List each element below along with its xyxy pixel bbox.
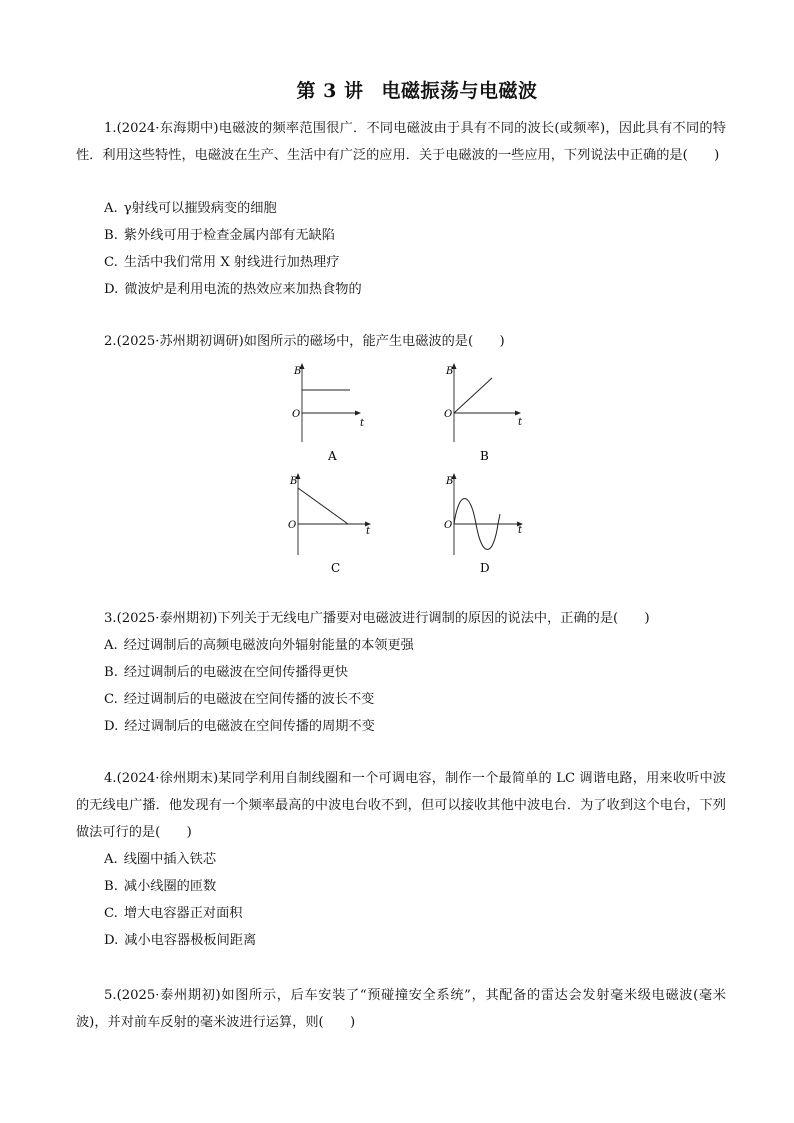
question-number: 4.	[104, 771, 117, 786]
question-5-stem	[76, 982, 726, 1036]
question-number: 3.	[104, 611, 117, 626]
question-number: 5.	[104, 988, 117, 1003]
option-text: 减小线圈的匝数	[123, 879, 217, 894]
lecture-number: 第 3 讲	[296, 80, 364, 102]
question-text: (2025·泰州期初)如图所示，后车安装了“预碰撞安全系统”，其配备的雷达会发射毫米级电磁波(毫米波)，并对前车反射的毫米波进行运算，则( )	[76, 988, 726, 1030]
x-axis-label: t	[366, 526, 371, 537]
y-axis-label: B	[446, 476, 454, 487]
x-axis-label: t	[518, 417, 523, 428]
option-text: 经过调制后的电磁波在空间传播得更快	[123, 665, 349, 680]
question-4-option-a	[104, 851, 216, 869]
x-axis-label: t	[360, 418, 365, 429]
option-label: A.	[104, 852, 118, 867]
question-2-stem	[76, 328, 726, 355]
option-label: D.	[104, 719, 119, 734]
question-4-option-b	[104, 878, 216, 896]
question-text: (2025·泰州期初)下列关于无线电广播要对电磁波进行调制的原因的说法中，正确的是( )	[116, 611, 650, 626]
graph-a	[280, 362, 390, 467]
graph-label: A	[328, 449, 337, 463]
option-label: B.	[104, 879, 118, 894]
origin-label: O	[444, 520, 453, 531]
lecture-topic: 电磁振荡与电磁波	[381, 80, 538, 102]
graph-d	[432, 470, 542, 578]
option-text: 减小电容器极板间距离	[124, 933, 257, 948]
question-4-stem	[76, 765, 726, 846]
question-1-stem	[76, 115, 726, 169]
origin-label: O	[444, 409, 453, 420]
x-axis-label: t	[518, 525, 523, 536]
question-3-option-d	[104, 718, 375, 736]
page-title	[0, 76, 794, 103]
graph-label: D	[480, 561, 490, 575]
option-label: D.	[104, 933, 119, 948]
option-text: 经过调制后的电磁波在空间传播的波长不变	[123, 692, 375, 707]
origin-label: O	[292, 409, 301, 420]
option-label: C.	[104, 692, 118, 707]
question-1-option-c	[104, 254, 339, 272]
graph-label: C	[331, 561, 341, 575]
question-text: (2024·徐州期末)某同学利用自制线圈和一个可调电容，制作一个最简单的 LC 调谐电路，用来收听中波的无线电广播．他发现有一个频率最高的中波电台收不到，但可以接收其他中波电台．为了收到这个电台，下列做法可行的是( )	[76, 771, 726, 840]
question-4-option-c	[104, 905, 243, 923]
question-text: (2025·苏州期初调研)如图所示的磁场中，能产生电磁波的是( )	[116, 334, 505, 349]
y-axis-label: B	[294, 366, 302, 377]
y-axis-label: B	[446, 366, 454, 377]
option-text: 微波炉是利用电流的热效应来加热食物的	[124, 282, 362, 297]
option-text: 增大电容器正对面积	[123, 906, 243, 921]
question-3-option-a	[104, 637, 414, 655]
option-label: A.	[104, 201, 118, 216]
question-1-option-d	[104, 281, 362, 299]
question-4-option-d	[104, 932, 256, 950]
option-text: 线圈中插入铁芯	[123, 852, 217, 867]
question-text: (2024·东海期中)电磁波的频率范围很广．不同电磁波由于具有不同的波长(或频率)，因此具有不同的特性．利用这些特性，电磁波在生产、生活中有广泛的应用．关于电磁波的一些应用，下列说法中正确的是( )	[76, 121, 726, 163]
option-label: C.	[104, 906, 118, 921]
option-text: 经过调制后的电磁波在空间传播的周期不变	[124, 719, 375, 734]
option-label: A.	[104, 638, 118, 653]
graph-b	[432, 362, 542, 467]
option-label: D.	[104, 282, 119, 297]
graph-c	[276, 470, 386, 578]
option-label: C.	[104, 255, 118, 270]
question-1-option-a	[104, 200, 277, 218]
question-number: 2.	[104, 334, 117, 349]
origin-label: O	[288, 520, 297, 531]
question-1-option-b	[104, 227, 335, 245]
question-3-option-c	[104, 691, 374, 709]
option-text: γ射线可以摧毁病变的细胞	[123, 201, 277, 216]
option-text: 生活中我们常用 X 射线进行加热理疗	[123, 255, 340, 270]
option-label: B.	[104, 665, 118, 680]
question-3-stem	[76, 605, 726, 632]
graph-label: B	[480, 449, 489, 463]
option-text: 紫外线可用于检查金属内部有无缺陷	[123, 228, 335, 243]
option-text: 经过调制后的高频电磁波向外辐射能量的本领更强	[123, 638, 414, 653]
option-label: B.	[104, 228, 118, 243]
y-axis-label: B	[290, 476, 298, 487]
question-3-option-b	[104, 664, 348, 682]
question-number: 1.	[104, 121, 117, 136]
